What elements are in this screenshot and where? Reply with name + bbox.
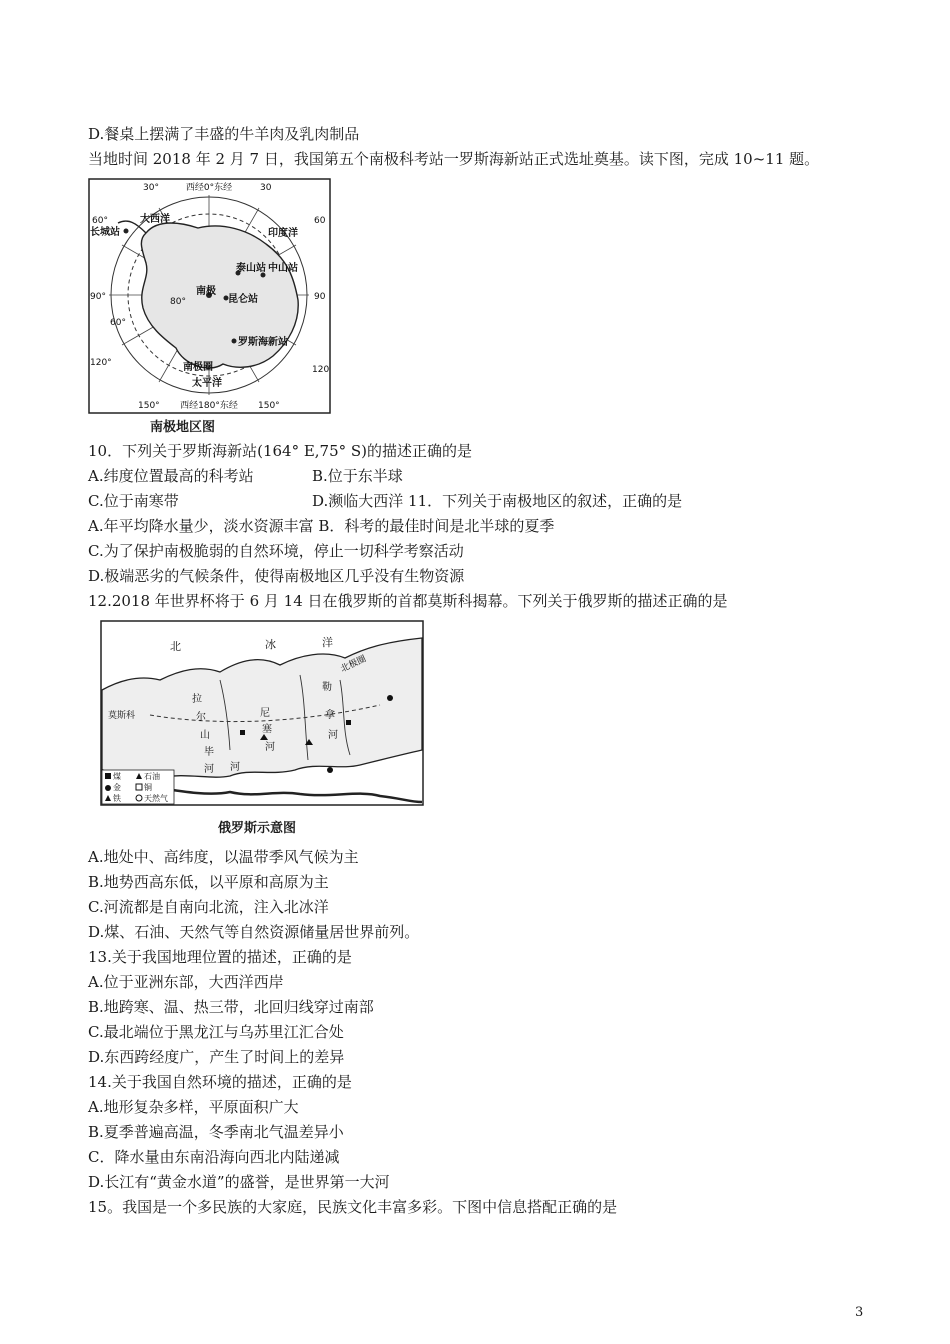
label-le: 勒 (322, 682, 332, 693)
legend-gold: 金 (113, 783, 121, 792)
q13-option-d: D.东西跨经度广，产生了时间上的差异 (88, 1048, 345, 1066)
label-ni: 尼 (260, 708, 270, 719)
label-arctic-circle: 北极圈 (339, 654, 368, 675)
question-12: 12.2018 年世界杯将于 6 月 14 日在俄罗斯的首都莫斯科揭幕。下列关于俄罗斯的描述正确的是 (88, 592, 728, 610)
label-he1: 河 (265, 742, 275, 753)
page-number: 3 (855, 1305, 864, 1320)
q11-option-ab: A.年平均降水量少，淡水资源丰富 B．科考的最佳时间是北半球的夏季 (88, 517, 555, 535)
russia-map-caption: 俄罗斯示意图 (218, 821, 297, 836)
q12-option-b: B.地势西高东低，以平原和高原为主 (88, 873, 329, 891)
q11-option-c: C.为了保护南极脆弱的自然环境，停止一切科学考察活动 (88, 542, 464, 560)
legend-natural-gas: 天然气 (144, 794, 168, 803)
q10-option-b: B.位于东半球 (312, 467, 403, 485)
q13-option-a: A.位于亚洲东部，大西洋西岸 (88, 973, 284, 991)
label-150e: 150° (258, 401, 280, 411)
label-bei: 北 (170, 640, 181, 653)
label-80s: 80° (170, 297, 186, 307)
label-yang: 洋 (322, 636, 333, 649)
q13-option-c: C.最北端位于黑龙江与乌苏里江汇合处 (88, 1023, 344, 1041)
intro-paragraph: 当地时间 2018 年 2 月 7 日，我国第五个南极科考站一罗斯海新站正式选址奠基。读下图，完成 10~11 题。 (88, 150, 820, 168)
label-90w: 90° (90, 292, 106, 302)
q10-option-a: A.纬度位置最高的科考站 (88, 467, 254, 485)
label-south-pole: 南极 (196, 286, 216, 297)
label-30w: 30° (143, 183, 159, 193)
q10-option-d-q11: D.濒临大西洋 11．下列关于南极地区的叙述，正确的是 (312, 492, 683, 510)
legend-iron: 铁 (113, 794, 121, 803)
label-antarctic-circle: 南极圈 (183, 362, 213, 373)
label-180-meridian: 西经180°东经 (180, 401, 238, 411)
antarctic-map (88, 178, 331, 414)
label-pacific: 太平洋 (192, 378, 222, 389)
label-la: 拉 (192, 694, 202, 705)
label-he2: 河 (328, 730, 338, 741)
label-bing: 冰 (265, 638, 276, 651)
label-90e: 90 (314, 292, 326, 302)
q14-option-a: A.地形复杂多样，平原面积广大 (88, 1098, 299, 1116)
q14-option-d: D.长江有“黄金水道”的盛誉，是世界第一大河 (88, 1173, 390, 1191)
label-120e: 120 (312, 365, 330, 375)
label-er: 尔 (196, 712, 206, 723)
label-60w: 60° (92, 216, 108, 226)
label-kunlun-station: 昆仑站 (228, 294, 258, 305)
label-moscow: 莫斯科 (108, 711, 136, 721)
q14-option-b: B.夏季普遍高温，冬季南北气温差异小 (88, 1123, 344, 1141)
russia-map (100, 620, 424, 806)
legend-copper: 铜 (144, 783, 152, 792)
q10-option-c: C.位于南寒带 (88, 492, 179, 510)
label-0-meridian: 西经0°东经 (185, 183, 233, 193)
label-sai: 塞 (262, 724, 272, 735)
legend-coal: 煤 (113, 772, 121, 781)
question-13: 13.关于我国地理位置的描述，正确的是 (88, 948, 352, 966)
question-14: 14.关于我国自然环境的描述，正确的是 (88, 1073, 352, 1091)
label-atlantic: 大西洋 (140, 214, 170, 225)
q12-option-a: A.地处中、高纬度，以温带季风气候为主 (88, 848, 359, 866)
label-150w: 150° (138, 401, 160, 411)
q12-option-c: C.河流都是自南向北流，注入北冰洋 (88, 898, 329, 916)
label-he4: 河 (230, 762, 240, 773)
q14-option-c: C．降水量由东南沿海向西北内陆递减 (88, 1148, 340, 1166)
label-30e: 30 (260, 183, 272, 193)
label-ross-sea-station: 罗斯海新站 (238, 337, 288, 348)
legend-oil: 石油 (144, 772, 160, 781)
question-10: 10．下列关于罗斯海新站(164° E,75° S)的描述正确的是 (88, 442, 473, 460)
label-bi: 毕 (204, 747, 214, 758)
label-shan: 山 (200, 730, 210, 741)
label-great-wall-station: 长城站 (90, 227, 120, 238)
label-na: 拿 (325, 710, 335, 721)
q13-option-b: B.地跨寒、温、热三带，北回归线穿过南部 (88, 998, 374, 1016)
label-60e: 60 (314, 216, 326, 226)
label-he3: 河 (204, 764, 214, 775)
label-indian-ocean: 印度洋 (268, 228, 298, 239)
label-taishan-station: 泰山站 (236, 263, 266, 274)
antarctic-map-caption: 南极地区图 (150, 420, 216, 435)
q12-option-d: D.煤、石油、天然气等自然资源储量居世界前列。 (88, 923, 420, 941)
label-120w: 120° (90, 358, 112, 368)
label-60s: 60° (110, 318, 126, 328)
label-zhongshan-station: 中山站 (268, 263, 298, 274)
q11-option-d: D.极端恶劣的气候条件，使得南极地区几乎没有生物资源 (88, 567, 465, 585)
question-15: 15。我国是一个多民族的大家庭，民族文化丰富多彩。下图中信息搭配正确的是 (88, 1198, 618, 1216)
option-d-prev: D.餐桌上摆满了丰盛的牛羊肉及乳肉制品 (88, 125, 360, 143)
